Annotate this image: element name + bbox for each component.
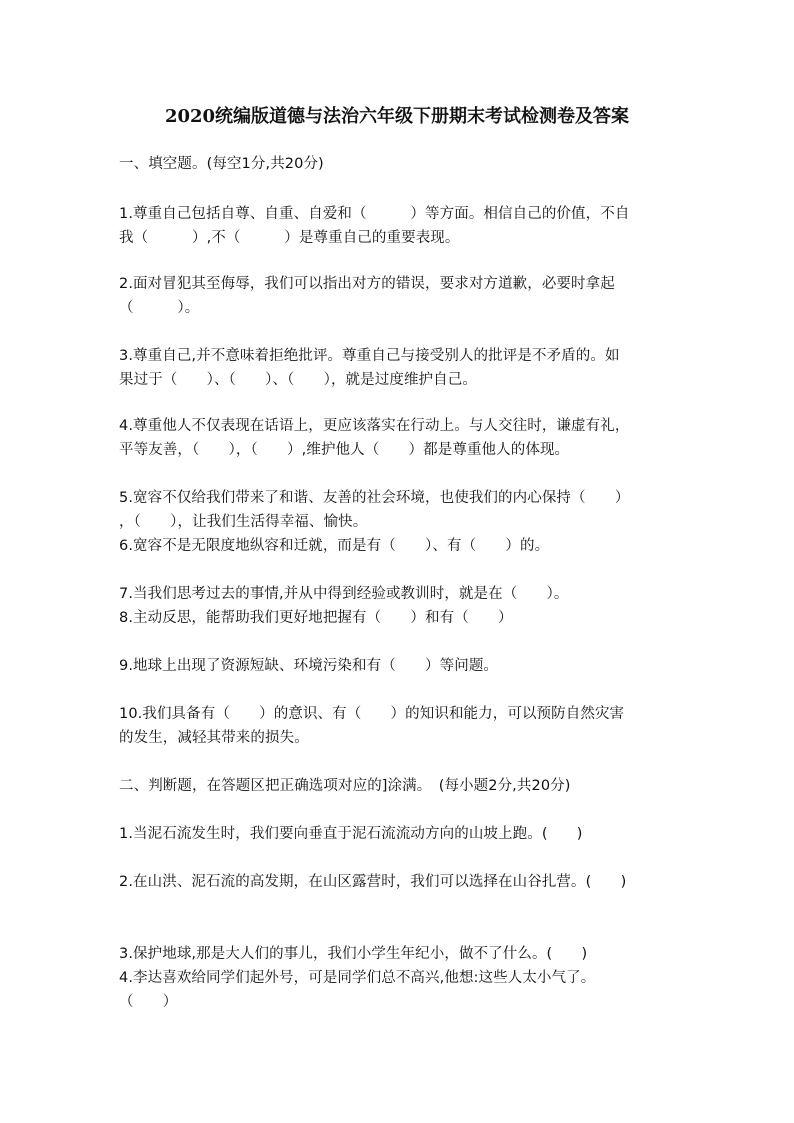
question-line: 3.尊重自己,并不意味着拒绝批评。尊重自己与接受别人的批评是不矛盾的。如 bbox=[119, 348, 620, 364]
question-line: 平等友善，（ ），（ ）,维护他人（ ）都是尊重他人的体现。 bbox=[119, 442, 570, 458]
question-line: 的发生，减轻其带来的损失。 bbox=[119, 730, 309, 746]
question-line: 7.当我们思考过去的事情,并从中得到经验或教训时，就是在（ ）。 bbox=[119, 586, 569, 602]
question-line: 4.尊重他人不仅表现在话语上，更应该落实在行动上。与人交往时，谦虚有礼， bbox=[119, 418, 630, 434]
question-line: 9.地球上出现了资源短缺、环境污染和有（ ）等问题。 bbox=[119, 658, 499, 674]
question-line: 10.我们具备有（ ）的意识、有（ ）的知识和能力，可以预防自然灾害 bbox=[119, 706, 625, 722]
question-line: 2.面对冒犯其至侮辱，我们可以指出对方的错误，要求对方道歉，必要时拿起 bbox=[119, 276, 615, 292]
question-line: 8.主动反思，能帮助我们更好地把握有（ ）和有（ ） bbox=[119, 610, 513, 626]
question-line: 2.在山洪、泥石流的高发期，在山区露营时，我们可以选择在山谷扎营。( ) bbox=[119, 874, 627, 890]
question-line: 5.宽容不仅给我们带来了和谐、友善的社会环境，也使我们的内心保持（ ） bbox=[119, 490, 630, 506]
question-line: 4.李达喜欢给同学们起外号，可是同学们总不高兴,他想:这些人太小气了。 bbox=[119, 970, 596, 986]
question-line: 我（ ）,不（ ）是尊重自己的重要表现。 bbox=[119, 230, 460, 246]
question-line: （ ） bbox=[119, 994, 178, 1010]
section-heading-true-false: 二、判断题，在答题区把正确选项对应的]涂满。 (每小题2分,共20分) bbox=[119, 778, 571, 794]
question-line: 1.当泥石流发生时，我们要向垂直于泥石流流动方向的山坡上跑。( ) bbox=[119, 826, 583, 842]
question-line: 果过于（ ）、（ ）、（ ），就是过度维护自己。 bbox=[119, 372, 477, 388]
page-title: 2020统编版道德与法治六年级下册期末考试检测卷及答案 bbox=[164, 106, 630, 127]
section-heading-fill-blank: 一、填空题。(每空1分,共20分) bbox=[119, 156, 324, 172]
question-line: 1.尊重自己包括自尊、自重、自爱和（ ）等方面。相信自己的价值，不自 bbox=[119, 206, 630, 222]
question-line: 6.宽容不是无限度地纵容和迁就，而是有（ ）、有（ ）的。 bbox=[119, 538, 550, 554]
question-line: （ ）。 bbox=[119, 300, 200, 316]
question-line: ，（ ），让我们生活得幸福、愉快。 bbox=[119, 514, 368, 530]
question-line: 3.保护地球,那是大人们的事儿，我们小学生年纪小，做不了什么。( ) bbox=[119, 946, 588, 962]
